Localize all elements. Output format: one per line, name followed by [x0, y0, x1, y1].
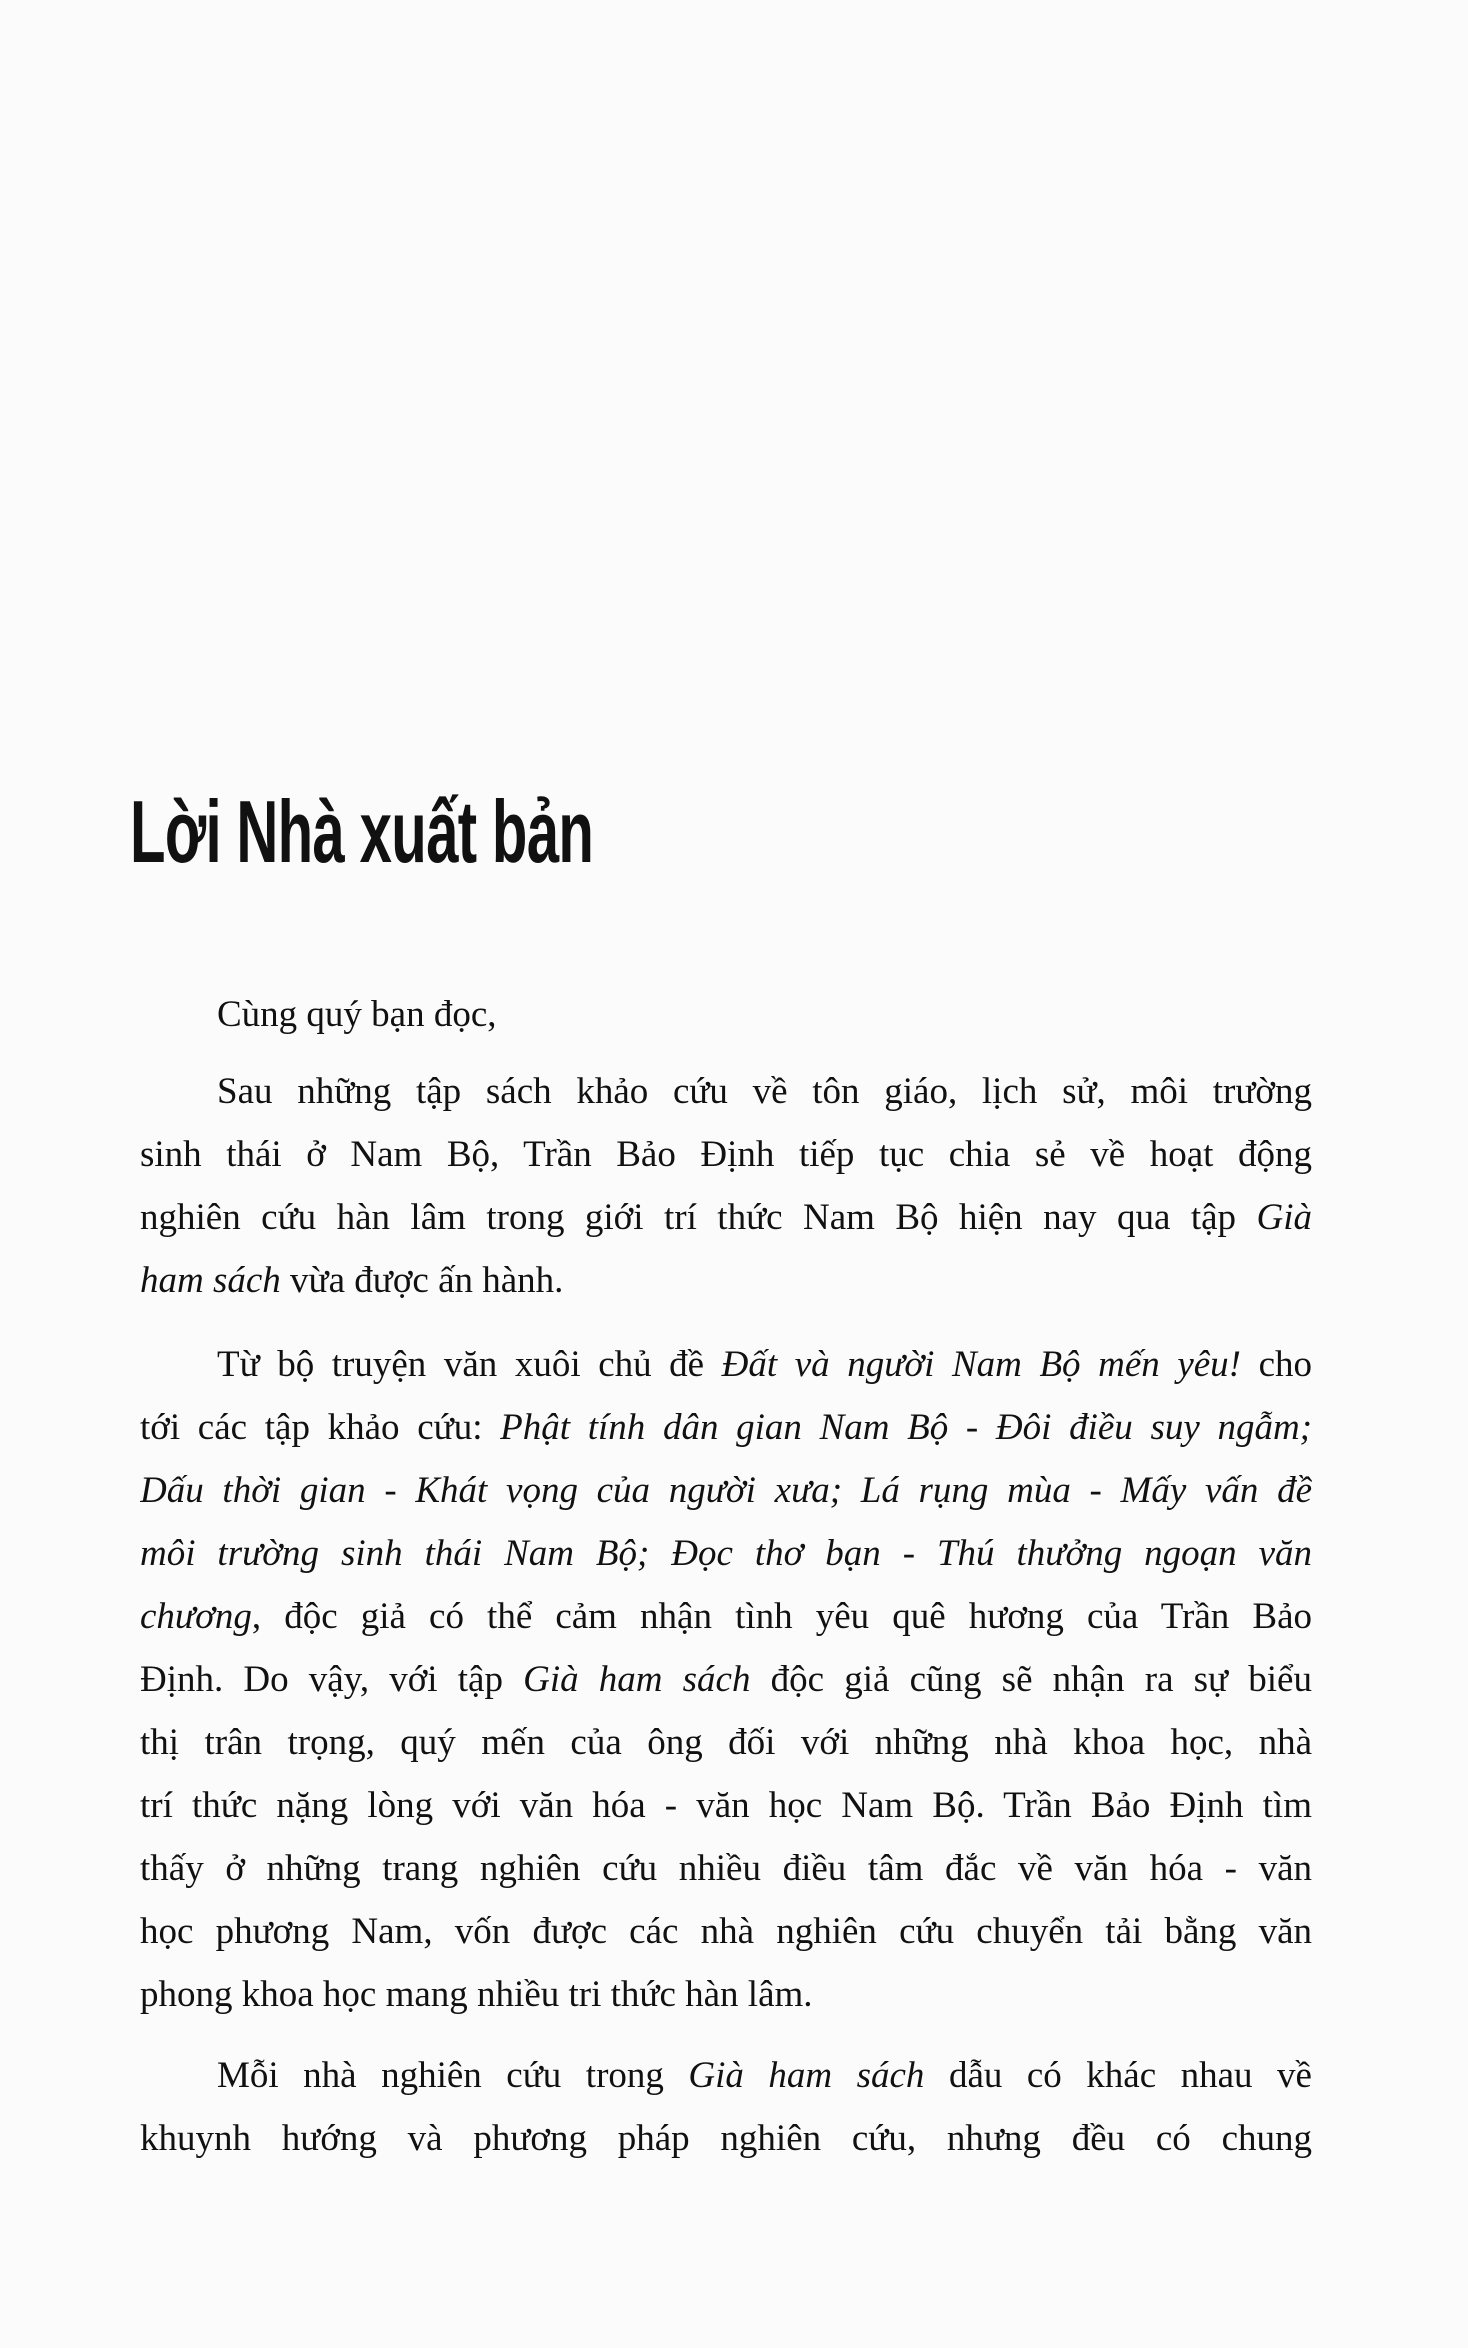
text-line — [140, 1774, 1312, 1837]
text-line — [140, 1900, 1312, 1963]
text-segment: sinh thái ở Nam Bộ, Trần Bảo Định tiếp tục chia sẻ về hoạt động — [140, 1134, 1312, 1175]
italic-book-title: ham sách — [140, 1260, 281, 1301]
paragraph-2 — [140, 1333, 1312, 2026]
text-line — [140, 1648, 1312, 1711]
italic-book-title: Già — [1256, 1197, 1312, 1238]
text-segment: trí thức nặng lòng với văn hóa - văn học Nam Bộ. Trần Bảo Định tìm — [140, 1785, 1312, 1826]
italic-book-title: Dấu thời gian - Khát vọng của người xưa; Lá rụng mùa - Mấy vấn đề — [140, 1470, 1312, 1511]
text-segment: Sau những tập sách khảo cứu về tôn giáo, lịch sử, môi trường — [217, 1071, 1312, 1112]
greeting-text: Cùng quý bạn đọc, — [217, 994, 497, 1035]
text-line — [140, 1963, 1312, 2026]
text-line — [140, 1186, 1312, 1249]
italic-book-title: Già ham sách — [688, 2055, 925, 2096]
greeting — [140, 983, 1312, 1046]
text-segment: dẫu có khác nhau về — [924, 2055, 1312, 2096]
text-segment: Định. Do vậy, với tập — [140, 1659, 524, 1700]
text-line — [140, 1249, 1312, 1312]
text-segment: , độc giả có thể cảm nhận tình yêu quê hương của Trần Bảo — [251, 1596, 1312, 1637]
text-line — [140, 1123, 1312, 1186]
text-segment: phong khoa học mang nhiều tri thức hàn lâm. — [140, 1974, 813, 2015]
text-line — [140, 2044, 1312, 2107]
italic-book-title: Đất và người Nam Bộ mến yêu! — [721, 1344, 1241, 1385]
italic-book-title: Phật tính dân gian Nam Bộ - Đôi điều suy ngẫm; — [500, 1407, 1312, 1448]
text-line — [140, 1459, 1312, 1522]
text-line — [140, 1333, 1312, 1396]
text-line — [140, 1837, 1312, 1900]
text-segment: học phương Nam, vốn được các nhà nghiên cứu chuyển tải bằng văn — [140, 1911, 1312, 1952]
paragraph-3 — [140, 2044, 1312, 2170]
text-line — [140, 1522, 1312, 1585]
text-segment: vừa được ấn hành. — [280, 1260, 564, 1301]
text-segment: tới các tập khảo cứu: — [140, 1407, 501, 1448]
italic-book-title: chương — [140, 1596, 252, 1637]
text-line — [140, 1060, 1312, 1123]
text-segment: Mỗi nhà nghiên cứu trong — [217, 2055, 689, 2096]
text-line — [140, 2107, 1312, 2170]
text-line — [140, 1711, 1312, 1774]
text-segment: cho — [1241, 1344, 1312, 1385]
text-segment: thấy ở những trang nghiên cứu nhiều điều tâm đắc về văn hóa - văn — [140, 1848, 1312, 1889]
page-title: Lời Nhà xuất bản — [130, 782, 594, 881]
text-segment: nghiên cứu hàn lâm trong giới trí thức Nam Bộ hiện nay qua tập — [140, 1197, 1257, 1238]
text-segment: khuynh hướng và phương pháp nghiên cứu, nhưng đều có chung — [140, 2118, 1312, 2159]
italic-book-title: môi trường sinh thái Nam Bộ; Đọc thơ bạn - Thú thưởng ngoạn văn — [140, 1533, 1312, 1574]
text-segment: Từ bộ truyện văn xuôi chủ đề — [217, 1344, 722, 1385]
text-line — [140, 1396, 1312, 1459]
text-segment: thị trân trọng, quý mến của ông đối với những nhà khoa học, nhà — [140, 1722, 1312, 1763]
paragraph-1 — [140, 1060, 1312, 1312]
text-line — [140, 1585, 1312, 1648]
italic-book-title: Già ham sách — [523, 1659, 751, 1700]
text-segment: độc giả cũng sẽ nhận ra sự biểu — [750, 1659, 1312, 1700]
